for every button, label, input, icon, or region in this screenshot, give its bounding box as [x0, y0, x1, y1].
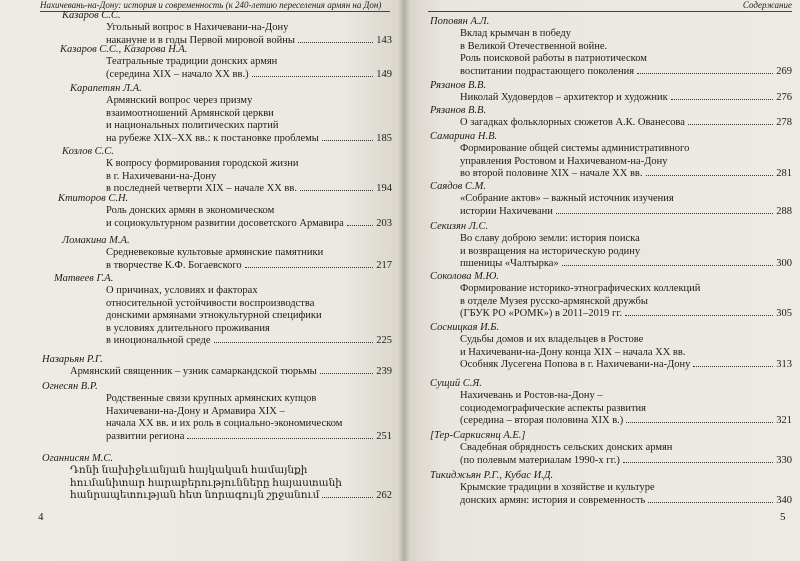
toc-page-number: 313	[776, 359, 792, 371]
toc-leader-dots	[300, 189, 373, 191]
toc-author: Тикиджьян Р.Г., Кубас И.Д.	[430, 470, 554, 481]
toc-page-number: 305	[776, 308, 792, 320]
toc-entry	[430, 131, 792, 181]
toc-title-text: истории Нахичевани	[460, 205, 553, 217]
right-running-head: Содержание	[428, 0, 792, 12]
toc-leader-dots	[648, 501, 773, 503]
toc-title-line: и Нахичевани-на-Дону конца XIX – начала XX вв.	[460, 346, 686, 358]
toc-entry	[430, 80, 792, 105]
toc-entry	[62, 235, 392, 272]
toc-page-number: 262	[376, 490, 392, 502]
toc-title-line: «Собрание актов» – важный источник изучения	[460, 193, 674, 204]
toc-title-text: (ГБУК РО «РОМК») в 2011–2019 гг.	[460, 308, 623, 320]
toc-title-text: (по полевым материалам 1990-х гг.)	[460, 454, 620, 466]
toc-entry	[62, 10, 392, 47]
toc-entry	[430, 430, 792, 467]
toc-title-line: и национальных политических партий	[106, 120, 279, 132]
toc-author: Ломакина М.А.	[62, 235, 130, 246]
toc-title-line: Нахичевань и Ростов-на-Дону –	[460, 390, 603, 401]
toc-leader-dots	[214, 341, 374, 343]
toc-entry	[430, 271, 792, 321]
toc-leader-dots	[252, 75, 374, 77]
toc-entry	[430, 378, 792, 428]
toc-entry	[70, 83, 392, 145]
toc-title-text: развитии региона	[106, 430, 185, 442]
toc-title-line: К вопросу формирования городской жизни	[106, 158, 299, 169]
toc-title-line: в отделе Музея русско-армянской дружбы	[460, 295, 648, 307]
toc-title-text: и социокультурном развитии досоветского Армавира	[106, 217, 344, 229]
toc-author: Матвеев Г.А.	[54, 273, 114, 284]
toc-leader-dots	[245, 266, 374, 268]
toc-leader-dots	[347, 224, 373, 226]
toc-title-text: в последней четверти XIX – начале XX вв.	[106, 183, 297, 195]
toc-leader-dots	[187, 437, 373, 439]
toc-title-line: Крымские традиции в хозяйстве и культуре	[460, 482, 655, 493]
toc-title-line: в Великой Отечественной войне.	[460, 40, 608, 52]
toc-title-line-last	[106, 335, 392, 348]
toc-title-line-last	[460, 92, 792, 105]
toc-title-line-last	[460, 206, 792, 219]
toc-leader-dots	[671, 98, 773, 100]
toc-page-number: 288	[776, 205, 792, 217]
toc-title-line: հումանիտար հարաբերությունները հայաստանի	[70, 477, 342, 489]
toc-leader-dots	[623, 461, 773, 463]
toc-title-line: взаимоотношений Армянской церкви	[106, 107, 274, 119]
toc-title-line: Армянский вопрос через призму	[106, 95, 253, 106]
toc-entry	[54, 273, 392, 348]
toc-title-line-last	[106, 431, 392, 444]
toc-entry	[430, 105, 792, 130]
toc-title-line-last	[70, 366, 392, 379]
toc-entry	[430, 470, 792, 507]
toc-page-number: 185	[376, 132, 392, 144]
toc-author: Саядов С.М.	[430, 181, 486, 192]
toc-leader-dots	[637, 72, 773, 74]
toc-title-line-last	[460, 168, 792, 181]
left-running-head: Нахичевань-на-Дону: история и современность (к 240-летию переселения армян на Дон)	[40, 0, 390, 12]
toc-page-number: 217	[376, 259, 392, 271]
toc-leader-dots	[688, 123, 773, 125]
toc-leader-dots	[322, 139, 373, 141]
toc-title-line-last	[460, 308, 792, 321]
toc-page-number: 225	[376, 335, 392, 347]
toc-page-number: 281	[776, 168, 792, 180]
right-page	[404, 0, 800, 561]
left-page-number: 4	[38, 511, 44, 523]
toc-title-line: Роль поисковой работы в патриотическом	[460, 53, 647, 65]
toc-title-text: (середина XIX – начало XX вв.)	[106, 68, 249, 80]
toc-title-line: управления Ростовом и Нахичеваном-на-Дону	[460, 155, 668, 167]
toc-entry	[430, 16, 792, 78]
toc-author: Оганнисян М.С.	[42, 453, 113, 464]
toc-author: Огнесян В.Р.	[42, 381, 98, 392]
toc-author: Сосницкая И.Б.	[430, 322, 500, 333]
toc-title-line: Роль донских армян в экономическом	[106, 205, 275, 216]
toc-entry	[42, 354, 392, 379]
toc-title-line-last	[460, 495, 792, 508]
toc-title-line-last	[106, 218, 392, 231]
toc-leader-dots	[646, 174, 774, 176]
toc-page-number: 330	[776, 454, 792, 466]
toc-title-text: Особняк Лусегена Попова в г. Нахичевани-на-Дону	[460, 359, 691, 371]
toc-page-number: 251	[376, 430, 392, 442]
toc-title-line-last	[460, 455, 792, 468]
toc-entry	[42, 453, 392, 503]
toc-author: Самарина Н.В.	[430, 131, 498, 142]
toc-title-line-last	[106, 133, 392, 146]
toc-author: Поповян А.Л.	[430, 16, 490, 27]
toc-page-number: 269	[776, 65, 792, 77]
toc-title-text: Николай Худовердов – архитектор и художник	[460, 92, 668, 103]
toc-author: Карапетян Л.А.	[70, 83, 142, 94]
toc-title-text: донских армян: история и современность	[460, 494, 646, 506]
toc-leader-dots	[556, 212, 773, 214]
toc-title-text: пшеницы «Чалтырка»	[460, 258, 559, 270]
toc-leader-dots	[693, 365, 773, 367]
toc-title-line: Театральные традиции донских армян	[106, 56, 278, 67]
toc-page-number: 278	[776, 117, 792, 128]
toc-title-text: в иноциональной среде	[106, 335, 211, 347]
toc-entry	[60, 44, 392, 81]
toc-title-text: накануне и в годы Первой мировой войны	[106, 34, 295, 46]
toc-title-text: в творчестве К.Ф. Богаевского	[106, 259, 242, 271]
toc-leader-dots	[562, 264, 774, 266]
toc-title-line-last	[460, 117, 792, 130]
toc-title-line: Դոնի նախիջևանյան հայկական համայնքի	[70, 465, 308, 476]
toc-title-line: Нахичевани-на-Дону и Армавира XIX –	[106, 405, 285, 417]
toc-title-line: в г. Нахичевани-на-Дону	[106, 170, 217, 182]
toc-page-number: 239	[376, 366, 392, 377]
toc-title-line: и возвращения на историческую родину	[460, 245, 641, 257]
toc-title-line: Судьбы домов и их владельцев в Ростове	[460, 334, 644, 345]
toc-title-text: во второй половине XIX – начале XX вв.	[460, 168, 643, 180]
toc-page-number: 340	[776, 494, 792, 506]
toc-entry	[430, 221, 792, 271]
toc-leader-dots	[625, 314, 773, 316]
toc-title-line-last	[460, 258, 792, 271]
toc-title-line: Свадебная обрядность сельских донских армян	[460, 442, 673, 453]
book-gutter	[398, 0, 410, 561]
toc-author: Рязанов В.В.	[430, 80, 487, 91]
toc-title-line: Формирование общей системы административного	[460, 143, 690, 154]
toc-page-number: 276	[776, 92, 792, 103]
toc-leader-dots	[322, 496, 373, 498]
toc-entry	[430, 181, 792, 218]
toc-title-line-last	[70, 490, 392, 503]
toc-author: Сущий С.Я.	[430, 378, 482, 389]
toc-title-text: на рубеже XIX–XX вв.: к постановке проблемы	[106, 132, 319, 144]
toc-entry	[42, 381, 392, 443]
toc-page-number: 143	[376, 34, 392, 46]
toc-title-line: социодемографические аспекты развития	[460, 402, 647, 414]
toc-entry	[58, 193, 392, 230]
toc-title-line: относительной устойчивости воспроизводства	[106, 297, 315, 309]
toc-title-line-last	[460, 66, 792, 79]
toc-title-line-last	[106, 260, 392, 273]
toc-title-line: начала XX вв. и их роль в социально-экономическом	[106, 418, 343, 430]
toc-leader-dots	[626, 421, 773, 423]
toc-author: Козлов С.С.	[62, 146, 114, 157]
toc-title-text: Армянский священник – узник самаркандской тюрьмы	[70, 366, 317, 377]
toc-title-line-last	[106, 69, 392, 82]
toc-title-line: в условиях длительного проживания	[106, 322, 270, 334]
toc-title-line: Угольный вопрос в Нахичевани-на-Дону	[106, 22, 289, 33]
toc-leader-dots	[320, 372, 374, 374]
toc-author: Казаров С.С., Казарова Н.А.	[60, 44, 188, 55]
toc-page-number: 194	[376, 183, 392, 195]
toc-entry	[430, 322, 792, 372]
toc-page-number: 203	[376, 217, 392, 229]
toc-author: Рязанов В.В.	[430, 105, 487, 116]
toc-page-number: 149	[376, 68, 392, 80]
toc-title-text: (середина – вторая половина XIX в.)	[460, 415, 624, 427]
toc-leader-dots	[298, 41, 373, 43]
toc-title-line: Во славу доброю земли: история поиска	[460, 233, 640, 244]
toc-author: [Тер-Саркисянц А.Е.]	[430, 430, 526, 441]
toc-title-line: Формирование историко-этнографических коллекций	[460, 283, 701, 294]
toc-title-text: воспитании подрастающего поколения	[460, 65, 635, 77]
toc-author: Соколова М.Ю.	[430, 271, 499, 282]
toc-title-line: Родственные связи крупных армянских купцов	[106, 393, 317, 404]
toc-author: Секизян Л.С.	[430, 221, 489, 232]
toc-title-text: հանրապետության հետ նորագույն շրջանում	[70, 490, 320, 502]
toc-title-text: О загадках фольклорных сюжетов А.К. Ованесова	[460, 117, 685, 128]
toc-title-line: Вклад крымчан в победу	[460, 28, 571, 39]
toc-entry	[62, 146, 392, 196]
toc-title-line: Средневековые культовые армянские памятники	[106, 247, 324, 258]
right-page-number: 5	[780, 511, 786, 523]
toc-title-line: О причинах, условиях и факторах	[106, 285, 258, 296]
toc-title-line: донскими армянами этнокультурной специфики	[106, 310, 322, 322]
toc-author: Казаров С.С.	[62, 10, 121, 21]
toc-title-line-last	[460, 415, 792, 428]
toc-page-number: 321	[776, 415, 792, 427]
toc-title-line-last	[460, 359, 792, 372]
toc-author: Назарьян Р.Г.	[42, 354, 103, 365]
toc-page-number: 300	[776, 258, 792, 270]
toc-author: Ктиторов С.Н.	[58, 193, 129, 204]
